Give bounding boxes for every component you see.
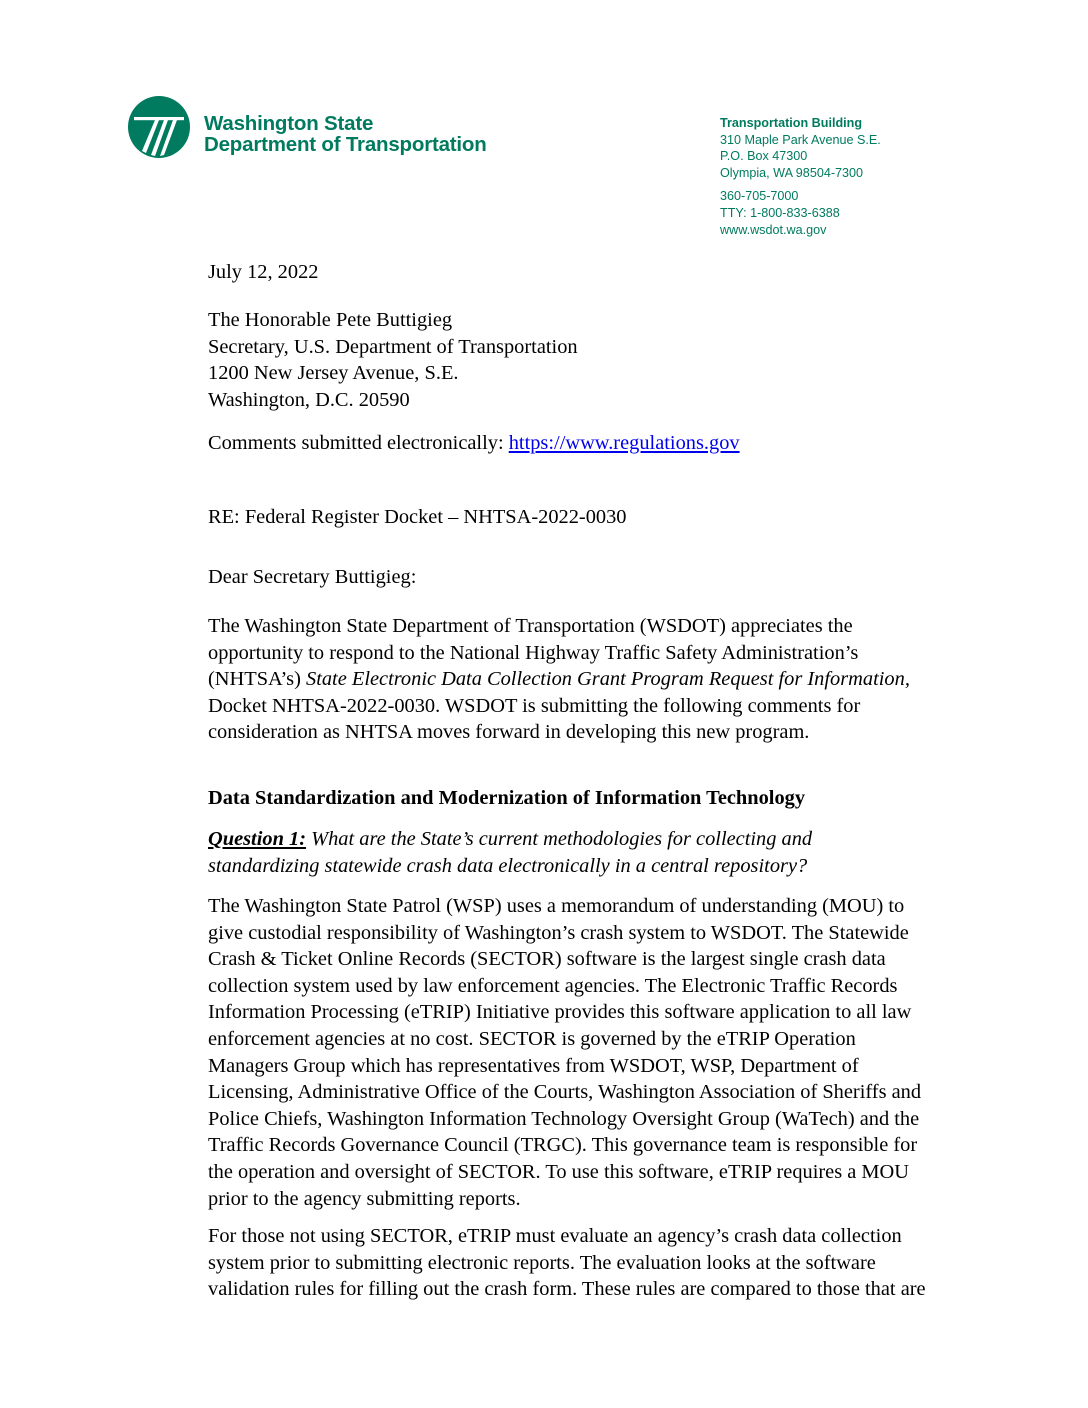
organization-name [204, 114, 487, 155]
intro-paragraph [208, 613, 968, 746]
paragraph-line: the operation and oversight of SECTOR. To use this software, eTRIP requires a MOU [208, 1160, 909, 1183]
paragraph-line: For those not using SECTOR, eTRIP must evaluate an agency’s crash data collection [208, 1225, 902, 1247]
paragraph-line: Licensing, Administrative Office of the Courts, Washington Association of Sheriffs and [208, 1081, 922, 1104]
address-tty: TTY: 1-800-833-6388 [720, 205, 840, 220]
address-web: www.wsdot.wa.gov [720, 222, 827, 237]
paragraph-line: validation rules for filling out the crash form. These rules are compared to those that are [208, 1278, 926, 1301]
paragraph-line: The Washington State Patrol (WSP) uses a memorandum of understanding (MOU) to [208, 895, 905, 917]
paragraph-line: Information Processing (eTRIP) Initiative provides this software application to all law [208, 1001, 912, 1024]
intro-line: opportunity to respond to the National Highway Traffic Safety Administration’s [208, 641, 859, 664]
section-heading: Data Standardization and Modernization of Information Technology [208, 787, 806, 809]
address-building: Transportation Building [720, 116, 863, 130]
question-1 [208, 826, 968, 879]
intro-line: Docket NHTSA-2022-0030. WSDOT is submitting the following comments for [208, 694, 861, 717]
paragraph-line: prior to the agency submitting reports. [208, 1187, 521, 1210]
paragraph-line: Police Chiefs, Washington Information Technology Oversight Group (WaTech) and the [208, 1107, 920, 1130]
paragraph-line: Crash & Ticket Online Records (SECTOR) software is the largest single crash data [208, 948, 886, 971]
recipient-block [208, 307, 968, 413]
paragraph-2 [208, 1223, 968, 1303]
rfi-title: State Electronic Data Collection Grant Program Request for Information, [306, 668, 910, 691]
paragraph-line: enforcement agencies at no cost. SECTOR is governed by the eTRIP Operation [208, 1027, 856, 1050]
recipient-line: Secretary, U.S. Department of Transportation [208, 335, 578, 358]
question-1-label: Question 1: [208, 828, 307, 850]
intro-line-text: (NHTSA’s) [208, 668, 306, 691]
address-street: 310 Maple Park Avenue S.E. [720, 132, 881, 147]
org-name-line1: Washington State [204, 112, 374, 135]
intro-line: consideration as NHTSA moves forward in developing this new program. [208, 721, 810, 744]
recipient-line: The Honorable Pete Buttigieg [208, 309, 453, 331]
paragraph-1 [208, 893, 968, 1212]
regulations-link[interactable]: https://www.regulations.gov [508, 432, 740, 454]
paragraph-line: give custodial responsibility of Washington’s crash system to WSDOT. The Statewide [208, 921, 909, 944]
recipient-line: 1200 New Jersey Avenue, S.E. [208, 362, 459, 385]
comments-label: Comments submitted electronically: [208, 432, 509, 454]
address-city: Olympia, WA 98504-7300 [720, 165, 864, 180]
re-line: RE: Federal Register Docket – NHTSA-2022-0030 [208, 506, 627, 528]
question-1-text: standardizing statewide crash data electronically in a central repository? [208, 854, 808, 877]
paragraph-line: Managers Group which has representatives from WSDOT, WSP, Department of [208, 1054, 859, 1077]
intro-line [208, 666, 968, 693]
address-phone: 360-705-7000 [720, 189, 799, 204]
salutation: Dear Secretary Buttigieg: [208, 566, 417, 588]
org-name-line2: Department of Transportation [204, 132, 487, 156]
letter-date: July 12, 2022 [208, 261, 319, 283]
question-1-text: What are the State’s current methodologies for collecting and [306, 828, 813, 850]
paragraph-line: Traffic Records Governance Council (TRGC). This governance team is responsible for [208, 1134, 918, 1157]
recipient-line: Washington, D.C. 20590 [208, 388, 410, 411]
address-po-box: P.O. Box 47300 [720, 149, 808, 164]
comments-line [208, 430, 968, 457]
wsdot-logo-icon [128, 96, 190, 158]
paragraph-line: collection system used by law enforcement agencies. The Electronic Traffic Records [208, 974, 898, 997]
paragraph-line: system prior to submitting electronic reports. The evaluation looks at the software [208, 1251, 876, 1274]
intro-line: The Washington State Department of Transportation (WSDOT) appreciates the [208, 615, 853, 637]
letterhead-address [720, 115, 881, 238]
